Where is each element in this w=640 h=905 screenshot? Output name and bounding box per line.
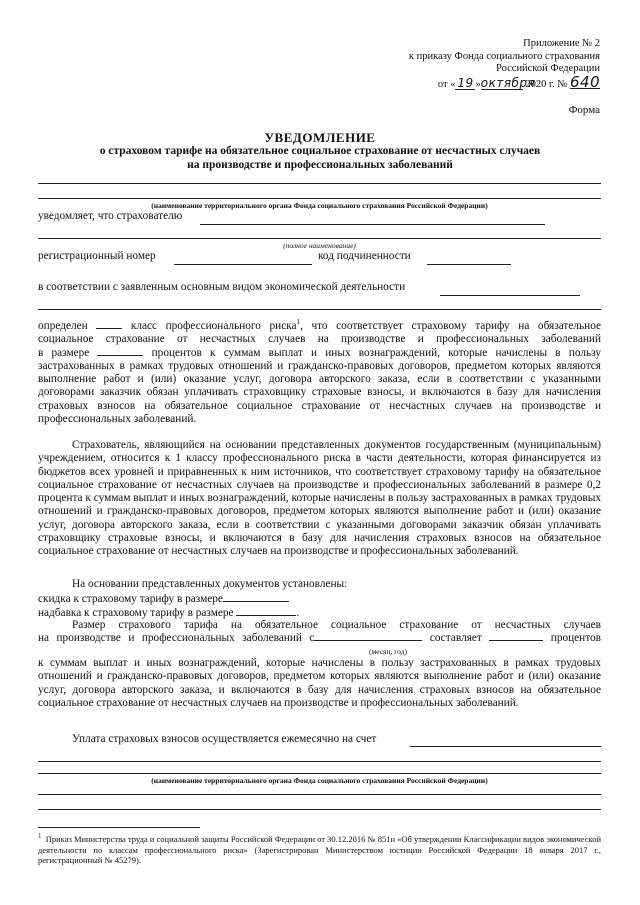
- payment-details-line2[interactable]: [38, 809, 601, 810]
- footnote: [38, 834, 601, 866]
- registration-number-field[interactable]: [174, 264, 312, 265]
- subordination-label: код подчиненности: [318, 250, 411, 262]
- annex-date-line: от « 19 »октября 2020 г. № 640: [437, 72, 601, 91]
- caption-month-year: (месяц, год): [368, 647, 408, 656]
- paragraph-state-institution: Страхователь, являющийся на основании представленных документов государственным (муниципальным) учреждением, относится к 1 классу профессионального риска в части деятельности, которая финансируется из бюджетов всех уровней и приравненных к ним источников, что соответствует страховому тарифу на обязательное социальное страхование от несчастных случаев на производстве и профессиональных заболеваний в размере 0,2 процента к суммам выплат и иных вознаграждений, которые начислены в пользу застрахованных в рамках трудовых отношений и гражданско-правовых договоров, предметом которых являются выполнение работ и (или) оказание услуг, договора авторского заказа, если в соответствии с указанными договорами заказчик обязан уплачивать страховщику страховые взносы, и включаются в базу для начисления страховых взносов на обязательное социальное страхование от несчастных случаев на производстве и профессиональных заболеваний.: [38, 439, 601, 557]
- form-label: Форма: [568, 104, 600, 116]
- tariff-percent-field[interactable]: [97, 355, 143, 356]
- territorial-organ-line2[interactable]: [38, 198, 601, 199]
- footnote-ref: 1: [296, 318, 301, 327]
- activity-line: в соответствии с заявленным основным видом экономической деятельности: [38, 281, 406, 293]
- annex-order-ref: к приказу Фонда социального страхования: [408, 50, 600, 62]
- activity-field-2[interactable]: [38, 309, 601, 310]
- surcharge-line: надбавка к страховому тарифу в размере .: [38, 607, 300, 619]
- subordination-code-field[interactable]: [427, 264, 511, 265]
- document-title: УВЕДОМЛЕНИЕ: [264, 130, 376, 145]
- document-subtitle-line2: на производстве и профессиональных заболеваний: [187, 159, 453, 171]
- tariff-size-field[interactable]: [489, 640, 543, 641]
- annex-order-number: 640: [570, 72, 601, 91]
- activity-field[interactable]: [440, 295, 580, 296]
- caption-full-name: (полное наименование): [283, 241, 356, 250]
- paragraph-tariff-size-rest: к суммам выплат и иных вознаграждений, которые начислены в пользу застрахованных в рамках трудовых отношений и гражданско-правовых договоров, предметом которых являются выполнение работ и (или) оказание услуг, договора авторского заказа, и включаются в базу для начисления страховых взносов на обязательное социальное страхование от несчастных случаев на производстве и профессиональных заболеваний.: [38, 657, 601, 709]
- annex-number: Приложение № 2: [523, 38, 600, 49]
- payment-account-field[interactable]: [410, 746, 601, 747]
- footnote-separator: [38, 827, 200, 828]
- payment-account-field-2[interactable]: [38, 761, 601, 762]
- payment-line: Уплата страховых взносов осуществляется ежемесячно на счет: [72, 733, 377, 745]
- surcharge-field[interactable]: [236, 605, 296, 616]
- effective-date-field[interactable]: [314, 640, 422, 641]
- payment-details-line1[interactable]: [38, 794, 601, 795]
- document-subtitle-line1: о страховом тарифе на обязательное социальное страхование от несчастных случаев: [99, 145, 541, 157]
- established-line: На основании представленных документов установлены:: [72, 578, 348, 590]
- registration-line: регистрационный номер: [38, 250, 156, 262]
- footnote-text: Приказ Министерства труда и социальной защиты Российской Федерации от 30.12.2016 № 851н «Об утверждении Классификации видов экономической деятельности по классам профессионального риска» (Зарегистрирован Министерством юстиции Российской Федерации 18 января 2017 г., регистрационный № 45279).: [38, 834, 602, 865]
- paragraph-risk-class: определен класс профессионального риска$^1$, что соответствует страховому тарифу на обязательное социальное страхование от несчастных случаев на производстве и профессиональных заболеваний в размере процентов к суммам выплат и иных вознаграждений, которые начислены в пользу застрахованных в рамках трудовых отношений и гражданско-правовых договоров, предметом которых являются выполнение работ и (или) оказание услуг, договора авторского заказа, если в соответствии с указанными договорами заказчик обязан уплачивать страховщику страховые взносы, и включаются в базу для начисления страховых взносов на обязательное социальное страхование от несчастных случаев на производстве и профессиональных заболеваний.: [38, 318, 602, 425]
- annex-day: 19: [457, 75, 474, 90]
- discount-field[interactable]: [223, 591, 289, 602]
- annex-header: [409, 38, 600, 91]
- risk-class-field[interactable]: [96, 328, 122, 329]
- annex-org: Российской Федерации: [496, 63, 600, 74]
- payment-account-field-3[interactable]: [38, 773, 601, 774]
- insured-name-field-2[interactable]: [38, 238, 601, 239]
- territorial-organ-line1[interactable]: [38, 183, 601, 184]
- caption-territorial-organ-bottom: (наименование территориального органа Фонда социального страхования Российской Федерации): [151, 776, 488, 785]
- notifies-line: уведомляет, что страхователю: [38, 210, 183, 222]
- caption-territorial-organ: (наименование территориального органа Фонда социального страхования Российской Федерации): [151, 201, 488, 210]
- footnote-mark: 1: [38, 832, 42, 841]
- paragraph-tariff-size: Размер страхового тарифа на обязательное социальное страхование от несчастных случаев на производстве и профессиональных заболеваний с составляет процентов: [38, 619, 601, 645]
- insured-name-field[interactable]: [200, 224, 545, 225]
- discount-line: скидка к страховому тарифу в размере: [38, 591, 289, 605]
- annex-month: октября: [480, 75, 536, 90]
